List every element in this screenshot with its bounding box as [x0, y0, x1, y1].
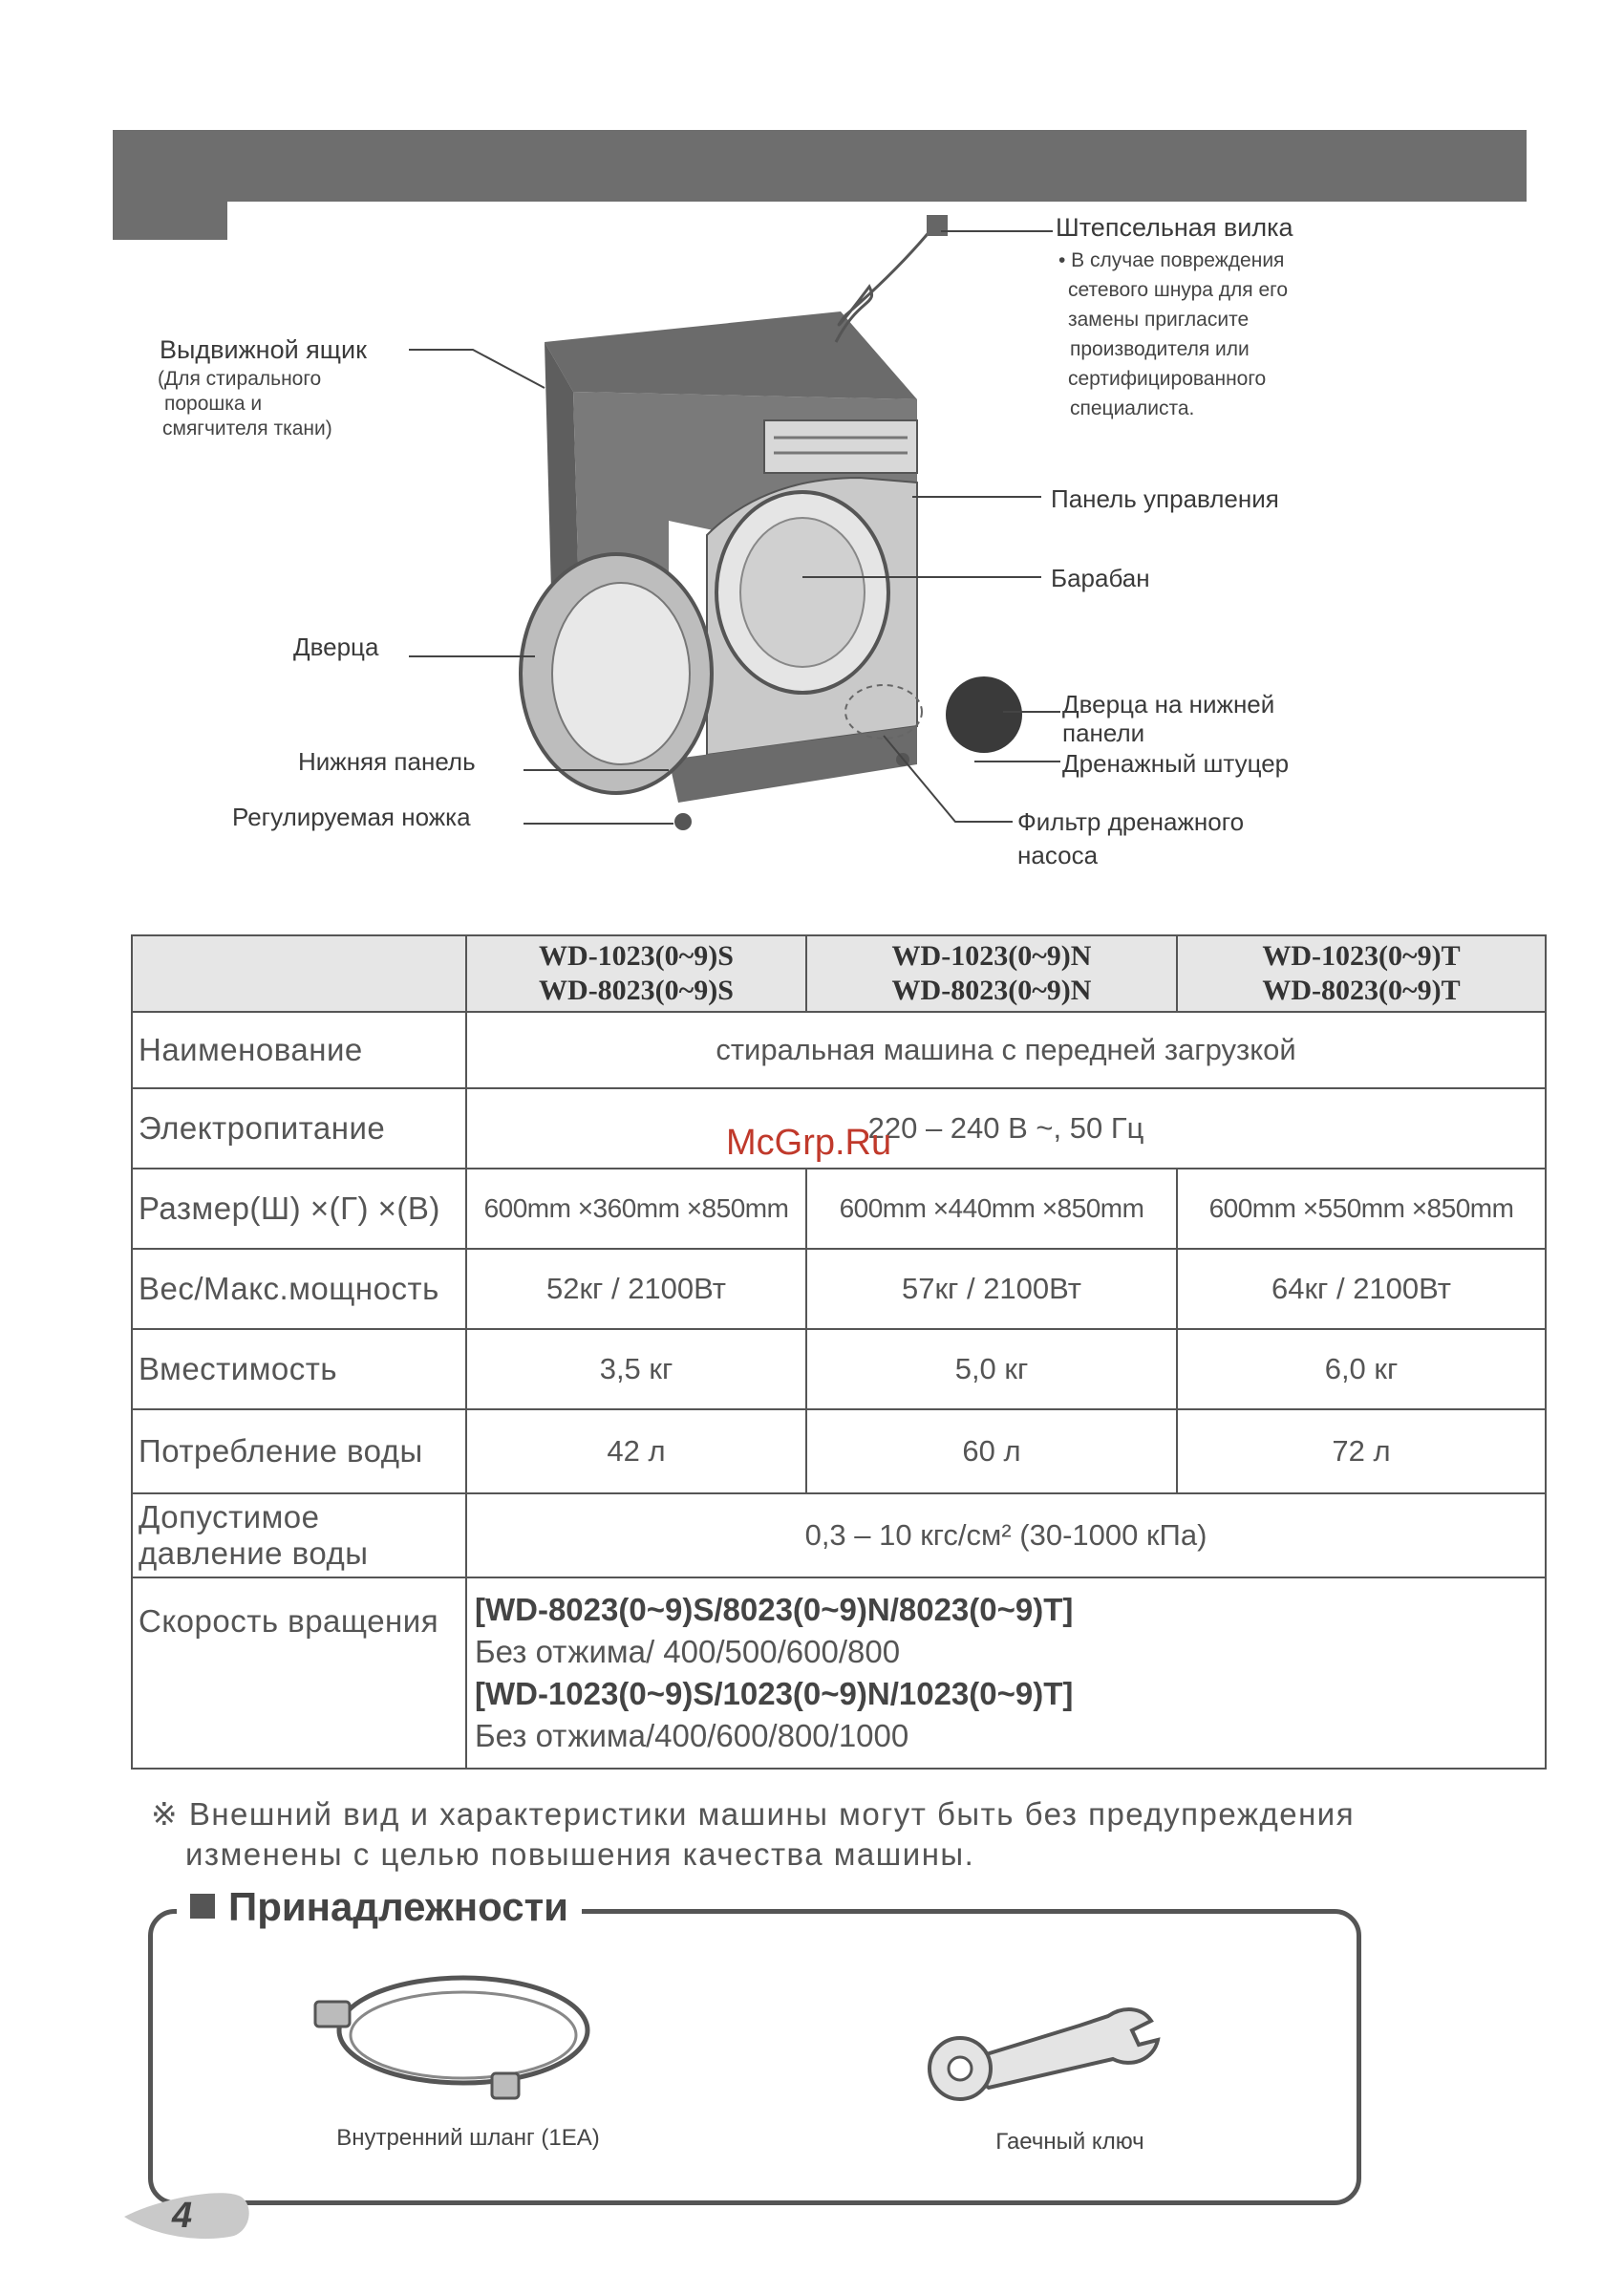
page-number: 4: [172, 2196, 193, 2236]
speed-values-8023: Без отжима/ 400/500/600/800: [475, 1634, 901, 1669]
note-drawer-line-1: (Для стирального: [158, 368, 322, 390]
label-drain-plug: Дренажный штуцер: [1062, 749, 1290, 778]
cell-weight-n: 57кг / 2100Вт: [806, 1249, 1177, 1329]
header-model-s: WD-1023(0~9)S WD-8023(0~9)S: [466, 935, 806, 1012]
row-label-speed: Скорость вращения: [132, 1577, 466, 1769]
label-lower-door-line-2: панели: [1062, 719, 1145, 747]
cell-name: стиральная машина с передней загрузкой: [466, 1012, 1546, 1088]
caption-hose: Внутренний шланг (1EA): [336, 2125, 600, 2151]
note-plug-line-4: производителя или: [1070, 338, 1250, 360]
row-label-weight: Вес/Макс.мощность: [132, 1249, 466, 1329]
label-lower-door-line-1: Дверца на нижней: [1062, 690, 1275, 719]
label-door: Дверца: [293, 633, 379, 661]
label-lower-panel: Нижняя панель: [298, 747, 476, 776]
wrench-icon: [917, 1987, 1165, 2102]
cell-power: 220 – 240 В ~, 50 Гц: [466, 1088, 1546, 1169]
table-row: [132, 1493, 1546, 1577]
label-adjustable-foot: Регулируемая ножка: [232, 803, 471, 831]
label-drawer: Выдвижной ящик: [160, 335, 367, 364]
cell-size-t: 600mm ×550mm ×850mm: [1177, 1169, 1546, 1249]
table-row: [132, 1409, 1546, 1493]
row-label-size: Размер(Ш) ×(Г) ×(В): [132, 1169, 466, 1249]
note-plug-line-3: замены пригласите: [1068, 309, 1250, 331]
cell-capacity-s: 3,5 кг: [466, 1329, 806, 1409]
machine-top: [545, 311, 917, 399]
cell-water-n: 60 л: [806, 1409, 1177, 1493]
cell-water-t: 72 л: [1177, 1409, 1546, 1493]
washing-machine-diagram: [0, 0, 1624, 898]
cell-capacity-t: 6,0 кг: [1177, 1329, 1546, 1409]
cell-speed: [466, 1577, 1546, 1769]
cell-water-s: 42 л: [466, 1409, 806, 1493]
table-row: [132, 1169, 1546, 1249]
row-label-name: Наименование: [132, 1012, 466, 1088]
note-plug-line-6: специалиста.: [1070, 397, 1195, 419]
cell-size-n: 600mm ×440mm ×850mm: [806, 1169, 1177, 1249]
table-header-row: [132, 935, 1546, 1012]
note-plug-line-5: сертифицированного: [1068, 368, 1267, 390]
speed-values-1023: Без отжима/400/600/800/1000: [475, 1718, 909, 1753]
label-pump-filter-line-2: насоса: [1017, 841, 1099, 869]
row-label-pressure-line-2: давление воды: [139, 1535, 369, 1571]
header-model-t: WD-1023(0~9)T WD-8023(0~9)T: [1177, 935, 1546, 1012]
header-model-n: WD-1023(0~9)N WD-8023(0~9)N: [806, 935, 1177, 1012]
cell-capacity-n: 5,0 кг: [806, 1329, 1177, 1409]
specifications-table: [131, 934, 1547, 1770]
hose-icon: [306, 1959, 611, 2121]
control-panel-strip: [764, 420, 917, 473]
label-plug: Штепсельная вилка: [1056, 213, 1293, 242]
table-row: [132, 1577, 1546, 1769]
speed-models-1023: [WD-1023(0~9)S/1023(0~9)N/1023(0~9)T]: [475, 1676, 1074, 1711]
footnote-line-1: ※ Внешний вид и характеристики машины могут быть без предупреждения: [151, 1796, 1356, 1832]
lower-door-circle: [946, 676, 1022, 753]
watermark: McGrp.Ru: [726, 1123, 892, 1163]
cell-size-s: 600mm ×360mm ×850mm: [466, 1169, 806, 1249]
square-bullet-icon: [190, 1894, 215, 1919]
label-drum: Барабан: [1051, 564, 1150, 592]
footnote: [151, 1794, 1507, 1875]
label-pump-filter-line-1: Фильтр дренажного: [1017, 807, 1245, 836]
table-row: [132, 1012, 1546, 1088]
table-row: [132, 1329, 1546, 1409]
label-control-panel: Панель управления: [1051, 484, 1279, 513]
note-plug-line-1: • В случае повреждения: [1058, 249, 1285, 271]
cell-pressure: 0,3 – 10 кгс/см² (30-1000 кПа): [466, 1493, 1546, 1577]
cell-weight-s: 52кг / 2100Вт: [466, 1249, 806, 1329]
row-label-water: Потребление воды: [132, 1409, 466, 1493]
accessories-title: Принадлежности: [177, 1884, 582, 1930]
footnote-line-2: изменены с целью повышения качества машины.: [185, 1836, 975, 1872]
row-label-pressure: [132, 1493, 466, 1577]
note-drawer-line-2: порошка и: [164, 393, 263, 415]
caption-wrench: Гаечный ключ: [995, 2129, 1144, 2155]
speed-models-8023: [WD-8023(0~9)S/8023(0~9)N/8023(0~9)T]: [475, 1592, 1074, 1627]
row-label-pressure-line-1: Допустимое: [139, 1499, 320, 1534]
row-label-capacity: Вместимость: [132, 1329, 466, 1409]
header-empty-cell: [132, 935, 466, 1012]
row-label-power: Электропитание: [132, 1088, 466, 1169]
table-row: [132, 1249, 1546, 1329]
note-plug-line-2: сетевого шнура для его: [1068, 279, 1289, 301]
cell-weight-t: 64кг / 2100Вт: [1177, 1249, 1546, 1329]
note-drawer-line-3: смягчителя ткани): [162, 418, 332, 440]
